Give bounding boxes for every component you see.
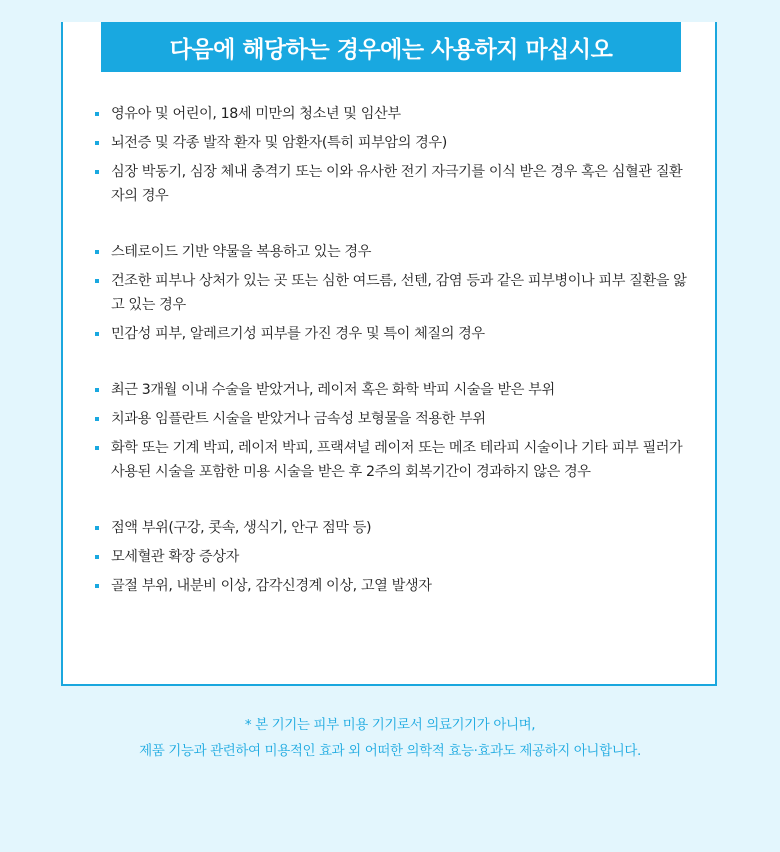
list-item: 민감성 피부, 알레르기성 피부를 가진 경우 및 특이 체질의 경우 bbox=[95, 322, 687, 346]
warning-group bbox=[95, 240, 687, 346]
footnote bbox=[0, 712, 780, 764]
list-item: 치과용 임플란트 시술을 받았거나 금속성 보형물을 적용한 부위 bbox=[95, 407, 687, 431]
list-item: 영유아 및 어린이, 18세 미만의 청소년 및 임산부 bbox=[95, 102, 687, 126]
list-item: 골절 부위, 내분비 이상, 감각신경계 이상, 고열 발생자 bbox=[95, 574, 687, 598]
list-item: 건조한 피부나 상처가 있는 곳 또는 심한 여드름, 선텐, 감염 등과 같은 피부병이나 피부 질환을 앓고 있는 경우 bbox=[95, 269, 687, 317]
list-item: 화학 또는 기계 박피, 레이저 박피, 프랙셔널 레이저 또는 메조 테라피 시술이나 기타 피부 필러가 사용된 시술을 포함한 미용 시술을 받은 후 2주의 회복기간이 경과하지 않은 경우 bbox=[95, 436, 687, 484]
warning-group bbox=[95, 378, 687, 484]
list-item: 심장 박동기, 심장 체내 충격기 또는 이와 유사한 전기 자극기를 이식 받은 경우 혹은 심혈관 질환자의 경우 bbox=[95, 160, 687, 208]
footnote-line: 제품 기능과 관련하여 미용적인 효과 외 어떠한 의학적 효능·효과도 제공하지 아니합니다. bbox=[139, 743, 641, 759]
list-item: 모세혈관 확장 증상자 bbox=[95, 545, 687, 569]
warning-group bbox=[95, 102, 687, 208]
warning-group bbox=[95, 516, 687, 598]
warning-card bbox=[61, 22, 717, 686]
list-item: 최근 3개월 이내 수술을 받았거나, 레이저 혹은 화학 박피 시술을 받은 부위 bbox=[95, 378, 687, 402]
list-item: 뇌전증 및 각종 발작 환자 및 암환자(특히 피부암의 경우) bbox=[95, 131, 687, 155]
list-item: 점액 부위(구강, 콧속, 생식기, 안구 점막 등) bbox=[95, 516, 687, 540]
list-item: 스테로이드 기반 약물을 복용하고 있는 경우 bbox=[95, 240, 687, 264]
page-title: 다음에 해당하는 경우에는 사용하지 마십시오 bbox=[169, 36, 613, 63]
warning-groups bbox=[95, 102, 687, 630]
title-bar bbox=[101, 22, 681, 72]
footnote-line: * 본 기기는 피부 미용 기기로서 의료기기가 아니며, bbox=[244, 717, 536, 733]
